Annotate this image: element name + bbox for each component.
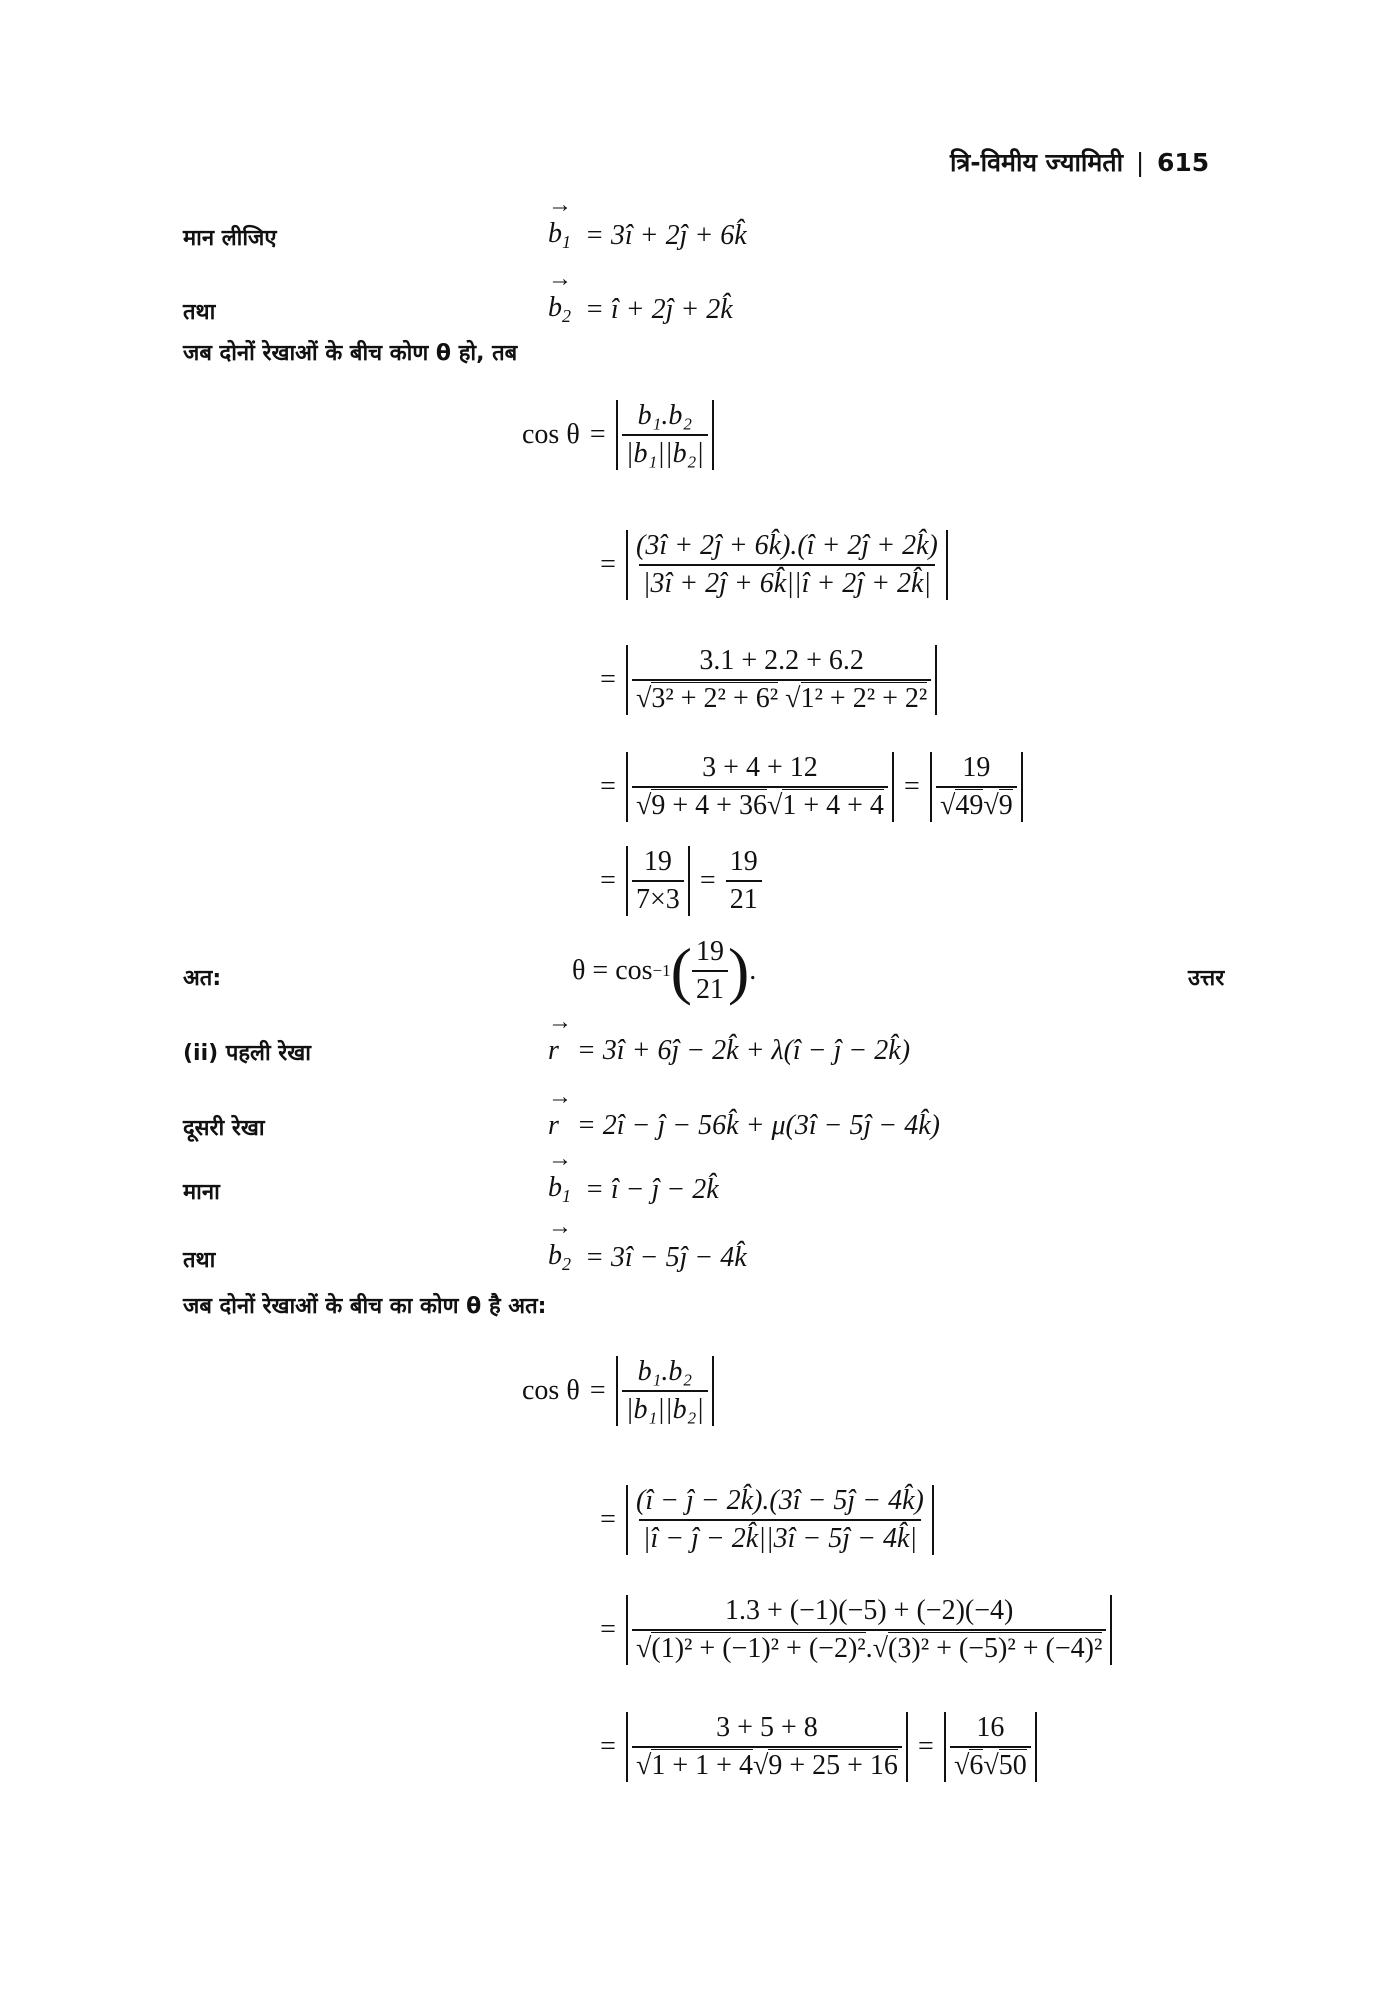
vector-r: → r — [548, 1110, 559, 1142]
cos-formula-1: cos θ = $\frac{\text{b₁.b₂}}{\text{|b₁||b₂|}}$ — [522, 400, 714, 470]
vector-b2: → $b_2$ — [548, 1240, 571, 1275]
angle-sentence-2: जब दोनों रेखाओं के बीच का कोण θ है अत: — [183, 1294, 547, 1319]
let-label: मान लीजिए — [183, 226, 277, 251]
cos-step-5: = $\frac{19}{7\times 3}$ = $\frac{19}{21}$ — [590, 846, 762, 916]
and-label: तथा — [183, 300, 216, 325]
vector-b1: → $b_1$ — [548, 1172, 571, 1207]
b2-definition — [548, 292, 733, 327]
let-label-2: माना — [183, 1180, 220, 1205]
and-label-2: तथा — [183, 1248, 216, 1273]
b2-definition-2: → $b_2$ = 3î − 5ĵ − 4k̂ — [548, 1240, 747, 1275]
first-line-label: (ii) पहली रेखा — [183, 1041, 311, 1066]
first-line-equation: → r = 3î + 6ĵ − 2k̂ + λ(î − ĵ − 2k̂) — [548, 1035, 910, 1067]
cos2-step-3: = $\frac{1.3 + (-1)(-5) + (-2)(-4)}{\text{√(1)² + (−1)² + (−2)².√(3)² + (−5)² + (−4)²}}$ — [590, 1595, 1112, 1665]
angle-sentence: जब दोनों रेखाओं के बीच कोण θ हो, तब — [183, 341, 518, 366]
running-header — [950, 145, 1209, 179]
vector-r: → r — [548, 1035, 559, 1067]
vector-b2: → $b_2$ — [548, 292, 571, 327]
chapter-title: त्रि-विमीय ज्यामिती — [950, 148, 1124, 177]
cos2-step-2: = $\frac{(î - ĵ - 2k̂).(3î - 5ĵ - 4k̂)}{|î - ĵ - 2k̂||3î - 5ĵ - 4k̂|}$ — [590, 1485, 934, 1555]
vector-b1: → $b_1$ — [548, 218, 571, 253]
header-separator: | — [1135, 148, 1145, 177]
b2-rhs: = î + 2ĵ + 2k̂ — [585, 293, 733, 325]
cos-step-3: = $\frac{3.1 + 2.2 + 6.2}{\text{√3² + 2² + 6² √1² + 2² + 2²}}$ — [590, 645, 937, 715]
cos2-step-4: = $\frac{3 + 5 + 8}{√1 + 1 + 4√9 + 25 + 16}$ = $\frac{16}{√6√50}$ — [590, 1712, 1037, 1782]
hence-label: अत: — [183, 966, 222, 991]
b1-definition — [548, 218, 747, 253]
b1-definition-2: → $b_1$ = î − ĵ − 2k̂ — [548, 1172, 719, 1207]
second-line-label: दूसरी रेखा — [183, 1116, 265, 1141]
cos-label: cos θ — [522, 419, 580, 450]
answer-label: उत्तर — [1188, 966, 1225, 991]
theta-result: θ = cos −1 ( $\frac{19}{21}$ ) . — [572, 935, 757, 1006]
cos-step-4: = $\frac{3 + 4 + 12}{√9 + 4 + 36√1 + 4 + 4}$ = $\frac{19}{√49√9}$ — [590, 752, 1023, 822]
cos-step-2: = $\frac{(3î + 2ĵ + 6k̂).(î + 2ĵ + 2k̂)}{|3î + 2ĵ + 6k̂||î + 2ĵ + 2k̂|}$ — [590, 530, 948, 600]
b1-rhs: = 3î + 2ĵ + 6k̂ — [585, 219, 747, 251]
cos-formula-2: cos θ = $\frac{\text{b₁.b₂}}{\text{|b₁||b₂|}}$ — [522, 1356, 714, 1426]
page-number: 615 — [1156, 148, 1210, 177]
second-line-equation: → r = 2î − ĵ − 56k̂ + μ(3î − 5ĵ − 4k̂) — [548, 1110, 940, 1142]
